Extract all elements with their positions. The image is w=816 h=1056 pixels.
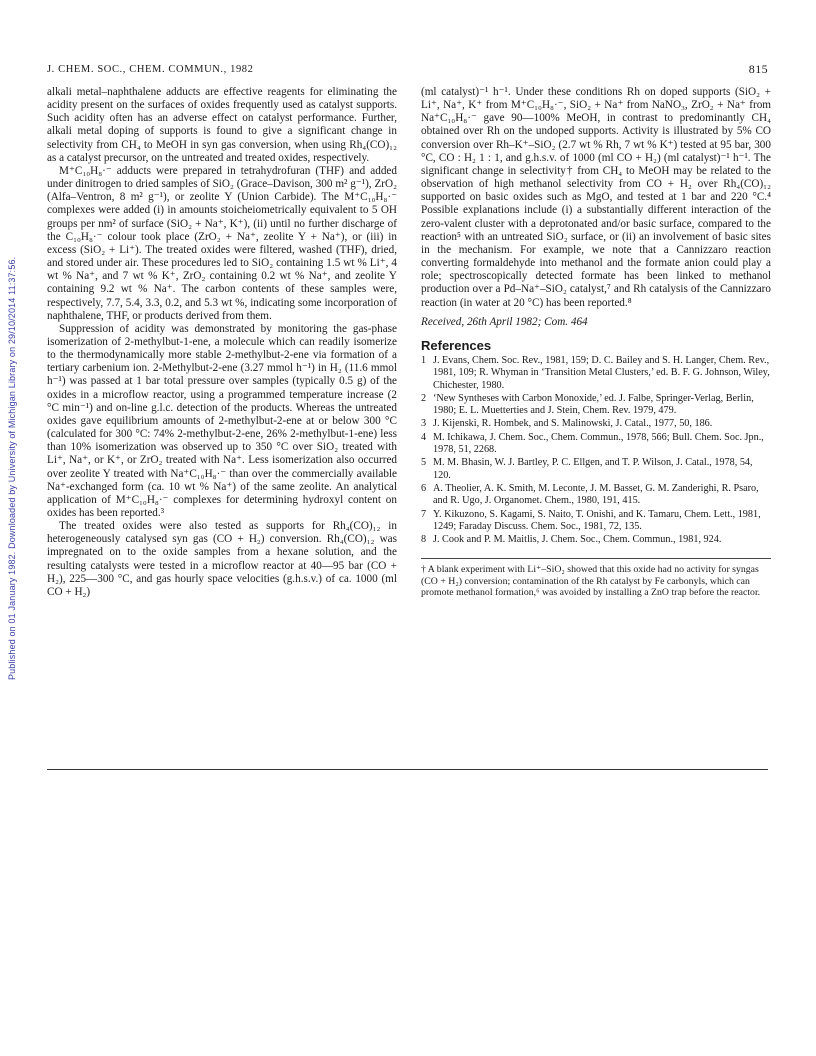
left-column (47, 86, 397, 599)
reference-item (421, 483, 771, 508)
paragraph: alkali metal–naphthalene adducts are effective reagents for eliminating the acidity present on the surfaces of oxides frequently used as catalyst supports. Such acidity often has an adverse effect on catalyst performance. Further, alkali metal doping of supports is found to give a significant change in selectivity from CH₄ to MeOH in syn gas conversion, when using Rh₄(CO)₁₂ as a catalyst precursor, on the untreated and treated oxides, respectively. (47, 86, 397, 164)
page-number: 815 (748, 62, 768, 76)
reference-text: J. Evans, Chem. Soc. Rev., 1981, 159; D. C. Bailey and S. H. Langer, Chem. Rev., 1981, 109; R. Whyman in ‘Transition Metal Clusters,’ ed. B. F. G. Johnson, Wiley, Chichester, 1980. (433, 354, 770, 391)
reference-number: 7 (421, 508, 427, 520)
reference-item (421, 432, 771, 457)
reference-number: 6 (421, 482, 427, 494)
reference-item (421, 509, 771, 534)
reference-number: 2 (421, 392, 427, 404)
reference-item (421, 534, 771, 546)
reference-item (421, 418, 771, 430)
references-list (421, 355, 771, 546)
paragraph: Suppression of acidity was demonstrated by monitoring the gas-phase isomerization of 2-methylbut-1-ene, a molecule which can readily isomerize to the thermodynamically more stable 2-methylbut-2-ene via formation of a tertiary carbenium ion. 2-Methylbut-2-ene (3.27 mmol h⁻¹) in H₂ (11.6 mmol h⁻¹) was passed at 1 bar total pressure over samples (typically 0.5 g) of the oxides in a microflow reactor, using a programmed temperature increase (2 °C min⁻¹) and on-line g.l.c. detection of the products. Whereas the untreated oxides gave equilibrium amounts of 2-methylbut-2-ene at or below 300 °C (calculated for 300 °C: 74% 2-methylbut-2-ene, 26% 2-methylbut-1-ene) less than 10% isomerization was observed up to 350 °C over SiO₂ treated with Li⁺, Na⁺, or K⁺, or ZrO₂ treated with Na⁺. Less isomerization also occurred over zeolite Y treated with Na⁺C₁₀H₈·⁻ than over the commercially available Na⁺-exchanged form (ca. 10 wt % Na⁺) of the same zeolite. An analytical application of M⁺C₁₀H₈·⁻ complexes for determining hydroxyl content on oxides has been reported.³ (47, 322, 397, 519)
reference-text: J. Cook and P. M. Maitlis, J. Chem. Soc., Chem. Commun., 1981, 924. (433, 534, 722, 546)
journal-title: J. CHEM. SOC., CHEM. COMMUN., 1982 (47, 64, 254, 75)
right-column (421, 86, 771, 599)
reference-item (421, 355, 771, 392)
reference-text: M. Ichikawa, J. Chem. Soc., Chem. Commun., 1978, 566; Bull. Chem. Soc. Jpn., 1978, 51, 2268. (433, 431, 764, 456)
reference-text: J. Kijenski, R. Hombek, and S. Malinowski, J. Catal., 1977, 50, 186. (433, 418, 713, 430)
reference-text: Y. Kikuzono, S. Kagami, S. Naito, T. Onishi, and K. Tamaru, Chem. Lett., 1981, 1249; Faraday Discuss. Chem. Soc., 1981, 72, 135. (433, 508, 761, 532)
reference-item (421, 457, 771, 482)
references-heading: References (421, 337, 492, 353)
reference-number: 4 (421, 431, 427, 443)
download-watermark (5, 120, 19, 680)
download-watermark-text: Published on 01 January 1982. Downloaded by University of Michigan Library on 29/10/2014 11:37:56. (7, 256, 17, 680)
received-date: Received, 26th April 1982; Com. 464 (421, 315, 588, 328)
reference-item (421, 393, 771, 418)
reference-number: 3 (421, 418, 427, 430)
paragraph: The treated oxides were also tested as supports for Rh₄(CO)₁₂ in heterogeneously catalysed syn gas (CO + H₂) conversion. Rh₄(CO)₁₂ was impregnated on to the oxide samples from a hexane solution, and the resulting catalysts were tested in a microflow reactor at 40—95 bar (CO + H₂), 225—300 °C, and gas hourly space velocities (g.h.s.v.) of ca. 1000 (ml CO + H₂) (47, 520, 397, 598)
reference-number: 1 (421, 354, 427, 366)
reference-text: M. M. Bhasin, W. J. Bartley, P. C. Ellgen, and T. P. Wilson, J. Catal., 1978, 54, 120. (433, 457, 753, 481)
footnote: † A blank experiment with Li⁺–SiO₂ showed that this oxide had no activity for syngas (CO + H₂) conversion; contamination of the Rh catalyst by Fe carbonyls, which can promote methanol formation,⁶ was avoided by installing a ZnO trap before the reactor. (421, 564, 761, 599)
footnote-divider (421, 558, 771, 559)
reference-number: 8 (421, 534, 427, 546)
page-bottom-rule (47, 769, 768, 770)
reference-text: ‘New Syntheses with Carbon Monoxide,’ ed. J. Falbe, Springer-Verlag, Berlin, 1980; E. L. Muetterties and J. Stein, Chem. Rev. 1979, 479. (433, 392, 754, 417)
reference-number: 5 (421, 457, 427, 469)
paragraph: (ml catalyst)⁻¹ h⁻¹. Under these conditions Rh on doped supports (SiO₂ + Li⁺, Na⁺, K⁺ from M⁺C₁₀H₈·⁻, SiO₂ + Na⁺ from NaNO₃, ZrO₂ + Na⁺ from Na⁺C₁₀H₈·⁻ gave 90—100% MeOH, in contrast to predominantly CH₄ obtained over Rh on the undoped supports. Activity is illustrated by 5% CO conversion over Rh–K⁺–SiO₂ (2.7 wt % Rh, 7 wt % K⁺) tested at 95 bar, 300 °C, CO : H₂ 1 : 1, and g.h.s.v. of 1000 (ml CO + H₂) (ml catalyst)⁻¹ h⁻¹. The significant change in selectivity† from CH₄ to MeOH may be related to the observation of high methanol selectivity from CO + H₂ over Rh₄(CO)₁₂ supported on basic oxides such as MgO, and tested at 1 bar and 220 °C.⁴ Possible explanations include (i) a substantially different interaction of the zero-valent cluster with a deprotonated and/or basic surface, compared to the reaction⁵ with an untreated SiO₂ surface, or (ii) an involvement of basic sites in the mechanism. For example, we note that a Cannizzaro reaction converting formaldehyde into methanol and the formate anion could play a role; spectroscopically detected formate has been linked to methanol production over a Pd–Na⁺–SiO₂ catalyst,⁷ and Rh catalysis of the Cannizzaro reaction (in water at 20 °C) has been reported.⁸ (421, 86, 771, 309)
reference-text: A. Theolier, A. K. Smith, M. Leconte, J. M. Basset, G. M. Zanderighi, R. Psaro, and R. Ugo, J. Organomet. Chem., 1980, 191, 415. (433, 482, 759, 507)
paragraph: M⁺C₁₀H₈·⁻ adducts were prepared in tetrahydrofuran (THF) and added under dinitrogen to dried samples of SiO₂ (Grace–Davison, 300 m² g⁻¹), ZrO₂ (Alfa–Ventron, 8 m² g⁻¹), or zeolite Y (Union Carbide). The M⁺C₁₀H₈·⁻ complexes were added (i) in amounts stoicheiometrically equivalent to 5 OH groups per nm² of surface (SiO₂ + Na⁺, K⁺), (ii) until no further discharge of the C₁₀H₈·⁻ colour took place (ZrO₂ + Na⁺, zeolite Y + Na⁺), or (iii) in excess (SiO₂ + Li⁺). The treated oxides were filtered, washed (THF), dried, and stored under air. These procedures led to SiO₂ containing 1.5 wt % Li⁺, 4 wt % Na⁺, and 7 wt % K⁺, ZrO₂ containing 0.2 wt % Na⁺, and zeolite Y containing 9.2 wt % Na⁺. The carbon contents of these samples were, respectively, 7.7, 5.4, 3.3, 0.2, and 5.3 wt %, indicating some incorporation of naphthalene, THF, or products derived from them. (47, 164, 397, 322)
running-header (47, 64, 768, 80)
